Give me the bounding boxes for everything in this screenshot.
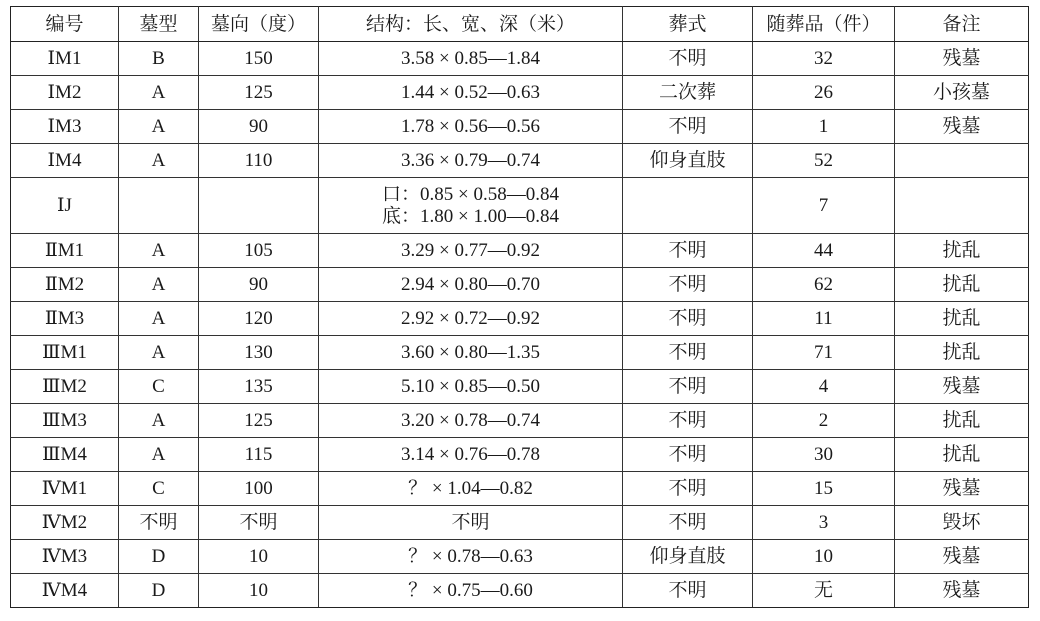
cell-notes: 扰乱 <box>895 302 1029 336</box>
cell-structure <box>319 268 623 302</box>
cell-tomb-type: A <box>119 438 199 472</box>
table-row <box>11 574 1029 608</box>
cell-id: ⅣM4 <box>11 574 119 608</box>
cell-orientation: 120 <box>199 302 319 336</box>
structure-line: 3.14 × 0.76—0.78 <box>401 443 540 465</box>
cell-notes: 扰乱 <box>895 268 1029 302</box>
cell-burial-style: 不明 <box>623 110 753 144</box>
cell-burial-style: 不明 <box>623 370 753 404</box>
table-row <box>11 178 1029 234</box>
table-row <box>11 268 1029 302</box>
cell-orientation: 115 <box>199 438 319 472</box>
table-row <box>11 472 1029 506</box>
cell-notes: 残墓 <box>895 110 1029 144</box>
cell-structure <box>319 370 623 404</box>
header-tomb-type: 墓型 <box>119 7 199 42</box>
cell-burial-style: 二次葬 <box>623 76 753 110</box>
cell-tomb-type: B <box>119 42 199 76</box>
cell-grave-goods: 4 <box>753 370 895 404</box>
cell-grave-goods: 30 <box>753 438 895 472</box>
cell-structure <box>319 472 623 506</box>
cell-structure <box>319 336 623 370</box>
cell-notes <box>895 144 1029 178</box>
cell-burial-style: 不明 <box>623 234 753 268</box>
cell-grave-goods: 52 <box>753 144 895 178</box>
cell-tomb-type: D <box>119 574 199 608</box>
cell-id: ⅣM2 <box>11 506 119 540</box>
cell-notes: 扰乱 <box>895 234 1029 268</box>
structure-line: 3.60 × 0.80—1.35 <box>401 341 540 363</box>
cell-notes: 扰乱 <box>895 404 1029 438</box>
cell-tomb-type <box>119 178 199 234</box>
cell-notes: 残墓 <box>895 472 1029 506</box>
cell-grave-goods: 44 <box>753 234 895 268</box>
cell-burial-style: 不明 <box>623 336 753 370</box>
structure-line: 3.20 × 0.78—0.74 <box>401 409 540 431</box>
structure-line: 5.10 × 0.85—0.50 <box>401 375 540 397</box>
table-row <box>11 370 1029 404</box>
cell-grave-goods: 71 <box>753 336 895 370</box>
cell-id: ⅡM1 <box>11 234 119 268</box>
cell-tomb-type: C <box>119 370 199 404</box>
cell-tomb-type: A <box>119 144 199 178</box>
cell-tomb-type: A <box>119 234 199 268</box>
cell-orientation: 125 <box>199 76 319 110</box>
structure-line: 2.92 × 0.72—0.92 <box>401 307 540 329</box>
structure-line: ？ × 1.04—0.82 <box>408 477 533 499</box>
cell-burial-style: 仰身直肢 <box>623 540 753 574</box>
structure-line: 3.58 × 0.85—1.84 <box>401 47 540 69</box>
cell-burial-style: 不明 <box>623 42 753 76</box>
cell-burial-style: 不明 <box>623 574 753 608</box>
cell-orientation <box>199 178 319 234</box>
cell-orientation: 90 <box>199 110 319 144</box>
cell-structure <box>319 144 623 178</box>
cell-tomb-type: A <box>119 76 199 110</box>
cell-notes <box>895 178 1029 234</box>
cell-grave-goods: 26 <box>753 76 895 110</box>
header-grave-goods: 随葬品（件） <box>753 7 895 42</box>
cell-burial-style: 不明 <box>623 268 753 302</box>
cell-orientation: 130 <box>199 336 319 370</box>
cell-id: ⅣM1 <box>11 472 119 506</box>
tomb-data-table <box>10 6 1029 608</box>
cell-id: ⅠM3 <box>11 110 119 144</box>
cell-id: ⅠM1 <box>11 42 119 76</box>
cell-notes: 扰乱 <box>895 336 1029 370</box>
cell-burial-style <box>623 178 753 234</box>
cell-structure <box>319 110 623 144</box>
table-body <box>11 42 1029 608</box>
structure-line: 2.94 × 0.80—0.70 <box>401 273 540 295</box>
cell-id: ⅣM3 <box>11 540 119 574</box>
cell-grave-goods: 15 <box>753 472 895 506</box>
cell-tomb-type: A <box>119 404 199 438</box>
cell-burial-style: 不明 <box>623 506 753 540</box>
structure-line: 1.78 × 0.56—0.56 <box>401 115 540 137</box>
table-row <box>11 144 1029 178</box>
table-row <box>11 404 1029 438</box>
structure-line: 3.29 × 0.77—0.92 <box>401 239 540 261</box>
cell-orientation: 150 <box>199 42 319 76</box>
cell-structure <box>319 302 623 336</box>
header-structure: 结构：长、宽、深（米） <box>319 7 623 42</box>
cell-tomb-type: D <box>119 540 199 574</box>
cell-burial-style: 不明 <box>623 302 753 336</box>
cell-burial-style: 不明 <box>623 438 753 472</box>
cell-orientation: 100 <box>199 472 319 506</box>
cell-id: ⅢM4 <box>11 438 119 472</box>
cell-burial-style: 不明 <box>623 404 753 438</box>
cell-burial-style: 不明 <box>623 472 753 506</box>
table-row <box>11 302 1029 336</box>
structure-line: 底：1.80 × 1.00—0.84 <box>382 205 559 227</box>
cell-id: ⅠM2 <box>11 76 119 110</box>
cell-grave-goods: 2 <box>753 404 895 438</box>
cell-orientation: 10 <box>199 540 319 574</box>
cell-tomb-type: A <box>119 336 199 370</box>
structure-line: 1.44 × 0.52—0.63 <box>401 81 540 103</box>
structure-line: ？ × 0.75—0.60 <box>408 579 533 601</box>
cell-structure <box>319 574 623 608</box>
cell-id: ⅢM2 <box>11 370 119 404</box>
cell-grave-goods: 62 <box>753 268 895 302</box>
cell-notes: 小孩墓 <box>895 76 1029 110</box>
cell-structure <box>319 404 623 438</box>
cell-notes: 残墓 <box>895 574 1029 608</box>
table-row <box>11 234 1029 268</box>
cell-tomb-type: A <box>119 268 199 302</box>
cell-orientation: 10 <box>199 574 319 608</box>
cell-grave-goods: 10 <box>753 540 895 574</box>
table-row <box>11 336 1029 370</box>
cell-id: ⅠM4 <box>11 144 119 178</box>
cell-orientation: 125 <box>199 404 319 438</box>
cell-structure <box>319 438 623 472</box>
cell-orientation: 90 <box>199 268 319 302</box>
cell-id: ⅡM3 <box>11 302 119 336</box>
cell-tomb-type: A <box>119 110 199 144</box>
header-notes: 备注 <box>895 7 1029 42</box>
cell-structure <box>319 76 623 110</box>
table-row <box>11 438 1029 472</box>
cell-notes: 扰乱 <box>895 438 1029 472</box>
cell-structure <box>319 234 623 268</box>
cell-grave-goods: 7 <box>753 178 895 234</box>
cell-burial-style: 仰身直肢 <box>623 144 753 178</box>
structure-line: ？ × 0.78—0.63 <box>408 545 533 567</box>
cell-tomb-type: C <box>119 472 199 506</box>
cell-orientation: 135 <box>199 370 319 404</box>
cell-grave-goods: 3 <box>753 506 895 540</box>
cell-structure <box>319 178 623 234</box>
cell-id: ⅢM1 <box>11 336 119 370</box>
cell-id: ⅡM2 <box>11 268 119 302</box>
cell-grave-goods: 1 <box>753 110 895 144</box>
table-row <box>11 42 1029 76</box>
structure-line: 不明 <box>451 511 490 533</box>
cell-structure <box>319 42 623 76</box>
cell-structure <box>319 540 623 574</box>
header-id: 编号 <box>11 7 119 42</box>
structure-line: 3.36 × 0.79—0.74 <box>401 149 540 171</box>
cell-grave-goods: 11 <box>753 302 895 336</box>
cell-notes: 残墓 <box>895 370 1029 404</box>
cell-grave-goods: 32 <box>753 42 895 76</box>
tomb-data-table-container <box>10 6 1028 608</box>
cell-structure <box>319 506 623 540</box>
table-row <box>11 76 1029 110</box>
header-orientation: 墓向（度） <box>199 7 319 42</box>
cell-notes: 残墓 <box>895 540 1029 574</box>
table-row <box>11 110 1029 144</box>
cell-notes: 毁坏 <box>895 506 1029 540</box>
cell-grave-goods: 无 <box>753 574 895 608</box>
cell-id: ⅢM3 <box>11 404 119 438</box>
cell-orientation: 105 <box>199 234 319 268</box>
cell-tomb-type: A <box>119 302 199 336</box>
cell-orientation: 110 <box>199 144 319 178</box>
header-row <box>11 7 1029 42</box>
cell-tomb-type: 不明 <box>119 506 199 540</box>
table-row <box>11 506 1029 540</box>
cell-id: ⅠJ <box>11 178 119 234</box>
cell-notes: 残墓 <box>895 42 1029 76</box>
table-row <box>11 540 1029 574</box>
header-burial-style: 葬式 <box>623 7 753 42</box>
structure-line: 口：0.85 × 0.58—0.84 <box>382 183 559 205</box>
cell-orientation: 不明 <box>199 506 319 540</box>
